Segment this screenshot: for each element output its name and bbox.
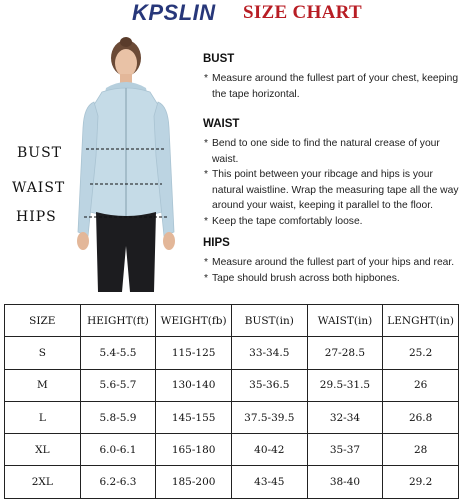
model-illustration (56, 36, 196, 292)
cell-waist: 38-40 (307, 466, 383, 498)
column-header-weight: WEIGHT(fb) (156, 305, 232, 337)
table-row (5, 337, 459, 369)
cell-size: 2XL (5, 466, 81, 498)
cell-size: XL (5, 434, 81, 466)
table-row (5, 401, 459, 433)
brand-logo (132, 2, 216, 24)
model-leggings (96, 212, 156, 292)
cell-bust: 35-36.5 (231, 369, 307, 401)
cell-weight: 130-140 (156, 369, 232, 401)
cell-length: 26 (383, 369, 459, 401)
cell-height: 6.2-6.3 (80, 466, 156, 498)
hips-bullet: * Tape should brush across both hipbones. (203, 271, 461, 287)
column-header-length: LENGHT(in) (383, 305, 459, 337)
cell-bust: 40-42 (231, 434, 307, 466)
cell-size: L (5, 401, 81, 433)
cell-bust: 43-45 (231, 466, 307, 498)
column-header-bust: BUST(in) (231, 305, 307, 337)
hips-label: HIPS (16, 209, 57, 225)
header (0, 0, 464, 30)
column-header-size: SIZE (5, 305, 81, 337)
hips-instructions (203, 236, 461, 286)
cell-waist: 32-34 (307, 401, 383, 433)
column-header-height: HEIGHT(ft) (80, 305, 156, 337)
bust-heading: BUST (203, 53, 235, 65)
cell-weight: 145-155 (156, 401, 232, 433)
waist-instructions (203, 117, 461, 229)
cell-waist: 29.5-31.5 (307, 369, 383, 401)
cell-height: 5.8-5.9 (80, 401, 156, 433)
waist-bullet: * Keep the tape comfortably loose. (203, 214, 461, 230)
waist-bullet: * This point between your ribcage and hips is your natural waistline. Wrap the measuring tape all the way around your waist, keeping it parallel to the floor. (203, 167, 461, 214)
cell-size: M (5, 369, 81, 401)
hips-heading: HIPS (203, 237, 230, 249)
cell-height: 6.0-6.1 (80, 434, 156, 466)
size-table (4, 304, 459, 499)
cell-size: S (5, 337, 81, 369)
hips-bullet: * Measure around the fullest part of your hips and rear. (203, 255, 461, 271)
waist-label: WAIST (12, 180, 66, 196)
cell-height: 5.4-5.5 (80, 337, 156, 369)
bust-bullet: * Measure around the fullest part of your chest, keeping the tape horizontal. (203, 71, 461, 102)
cell-length: 29.2 (383, 466, 459, 498)
table-row (5, 369, 459, 401)
table-row (5, 466, 459, 498)
bust-instructions (203, 52, 461, 102)
brand-name: KPSLIN (132, 0, 216, 25)
model-figure (56, 36, 196, 292)
table-row (5, 434, 459, 466)
cell-weight: 185-200 (156, 466, 232, 498)
cell-length: 25.2 (383, 337, 459, 369)
cell-height: 5.6-5.7 (80, 369, 156, 401)
model-face (115, 49, 137, 77)
cell-waist: 27-28.5 (307, 337, 383, 369)
cell-waist: 35-37 (307, 434, 383, 466)
cell-bust: 37.5-39.5 (231, 401, 307, 433)
page-title: SIZE CHART (243, 2, 363, 23)
cell-weight: 165-180 (156, 434, 232, 466)
cell-length: 28 (383, 434, 459, 466)
bust-label: BUST (17, 145, 63, 161)
waist-heading: WAIST (203, 118, 240, 130)
cell-weight: 115-125 (156, 337, 232, 369)
cell-length: 26.8 (383, 401, 459, 433)
waist-bullet: * Bend to one side to find the natural crease of your waist. (203, 136, 461, 167)
table-header-row (5, 305, 459, 337)
column-header-waist: WAIST(in) (307, 305, 383, 337)
cell-bust: 33-34.5 (231, 337, 307, 369)
